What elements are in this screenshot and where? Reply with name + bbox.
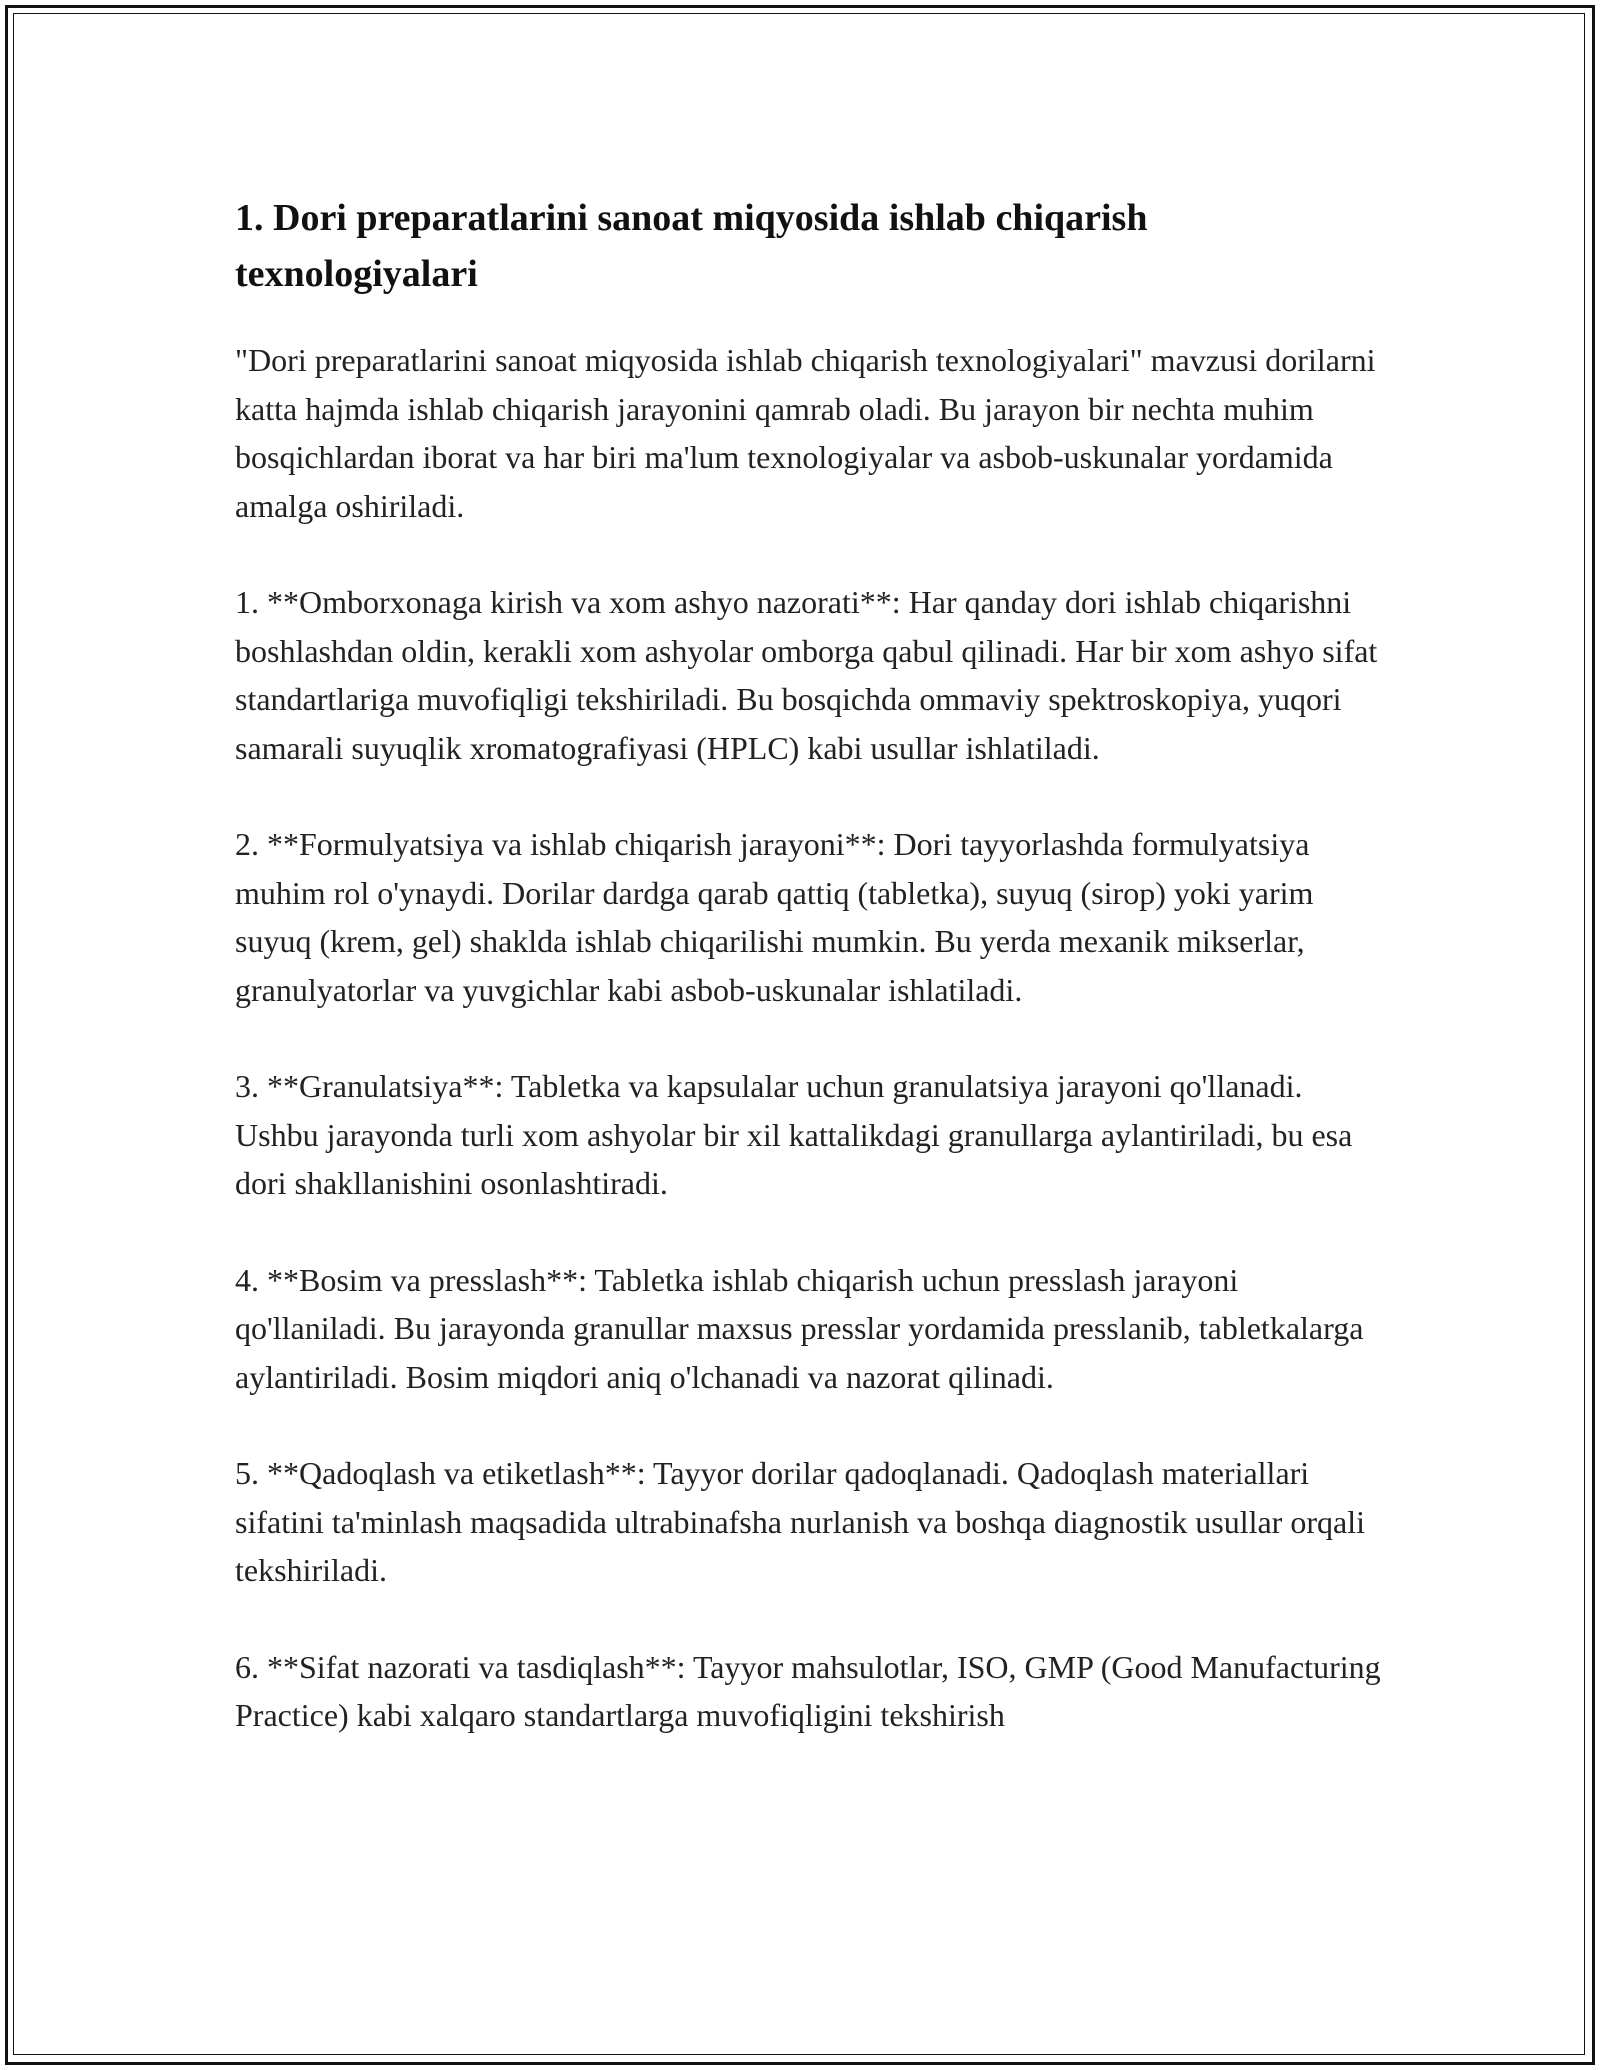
step-paragraph-4: 4. **Bosim va presslash**: Tabletka ishlab chiqarish uchun presslash jarayoni qo'llaniladi. Bu jarayonda granullar maxsus presslar yordamida presslanib, tabletkalarga aylantiriladi. Bosim miqdori aniq o'lchanadi va nazorat qilinadi. xyxy=(235,1261,1364,1395)
step-paragraph-2: 2. **Formulyatsiya va ishlab chiqarish jarayoni**: Dori tayyorlashda formulyatsiya muhim rol o'ynaydi. Dorilar dardga qarab qattiq (tabletka), suyuq (sirop) yoki yarim suyuq (krem, gel) shaklda ishlab chiqarilishi mumkin. Bu yerda mexanik mikserlar, granulyatorlar va yuvgichlar kabi asbob-uskunalar ishlatiladi. xyxy=(235,826,1314,1008)
step-paragraph-1: 1. **Omborxonaga kirish va xom ashyo nazorati**: Har qanday dori ishlab chiqarishni boshlashdan oldin, kerakli xom ashyolar omborga qabul qilinadi. Har bir xom ashyo sifat standartlariga muvofiqligi tekshiriladi. Bu bosqichda ommaviy spektroskopiya, yuqori samarali suyuqlik xromatografiyasi (HPLC) kabi usullar ishlatiladi. xyxy=(235,584,1378,766)
step-paragraph-5: 5. **Qadoqlash va etiketlash**: Tayyor dorilar qadoqlanadi. Qadoqlash materiallari sifatini ta'minlash maqsadida ultrabinafsha nurlanish va boshqa diagnostik usullar orqali tekshiriladi. xyxy=(235,1455,1365,1588)
document-title: 1. Dori preparatlarini sanoat miqyosida ishlab chiqarish texnologiyalari xyxy=(235,197,1148,295)
step-paragraph-6: 6. **Sifat nazorati va tasdiqlash**: Tayyor mahsulotlar, ISO, GMP (Good Manufacturing Practice) kabi xalqaro standartlarga muvofiqligini tekshirish xyxy=(235,1648,1381,1733)
intro-paragraph: "Dori preparatlarini sanoat miqyosida ishlab chiqarish texnologiyalari" mavzusi dorilarni katta hajmda ishlab chiqarish jarayonini qamrab oladi. Bu jarayon bir nechta muhim bosqichlardan iborat va har biri ma'lum texnologiyalar va asbob-uskunalar yordamida amalga oshiriladi. xyxy=(235,342,1376,524)
step-paragraph-3: 3. **Granulatsiya**: Tabletka va kapsulalar uchun granulatsiya jarayoni qo'llanadi. Ushbu jarayonda turli xom ashyolar bir xil kattalikdagi granullarga aylantiriladi, bu esa dori shakllanishini osonlashtiradi. xyxy=(235,1068,1353,1201)
document-body xyxy=(235,190,1385,1788)
